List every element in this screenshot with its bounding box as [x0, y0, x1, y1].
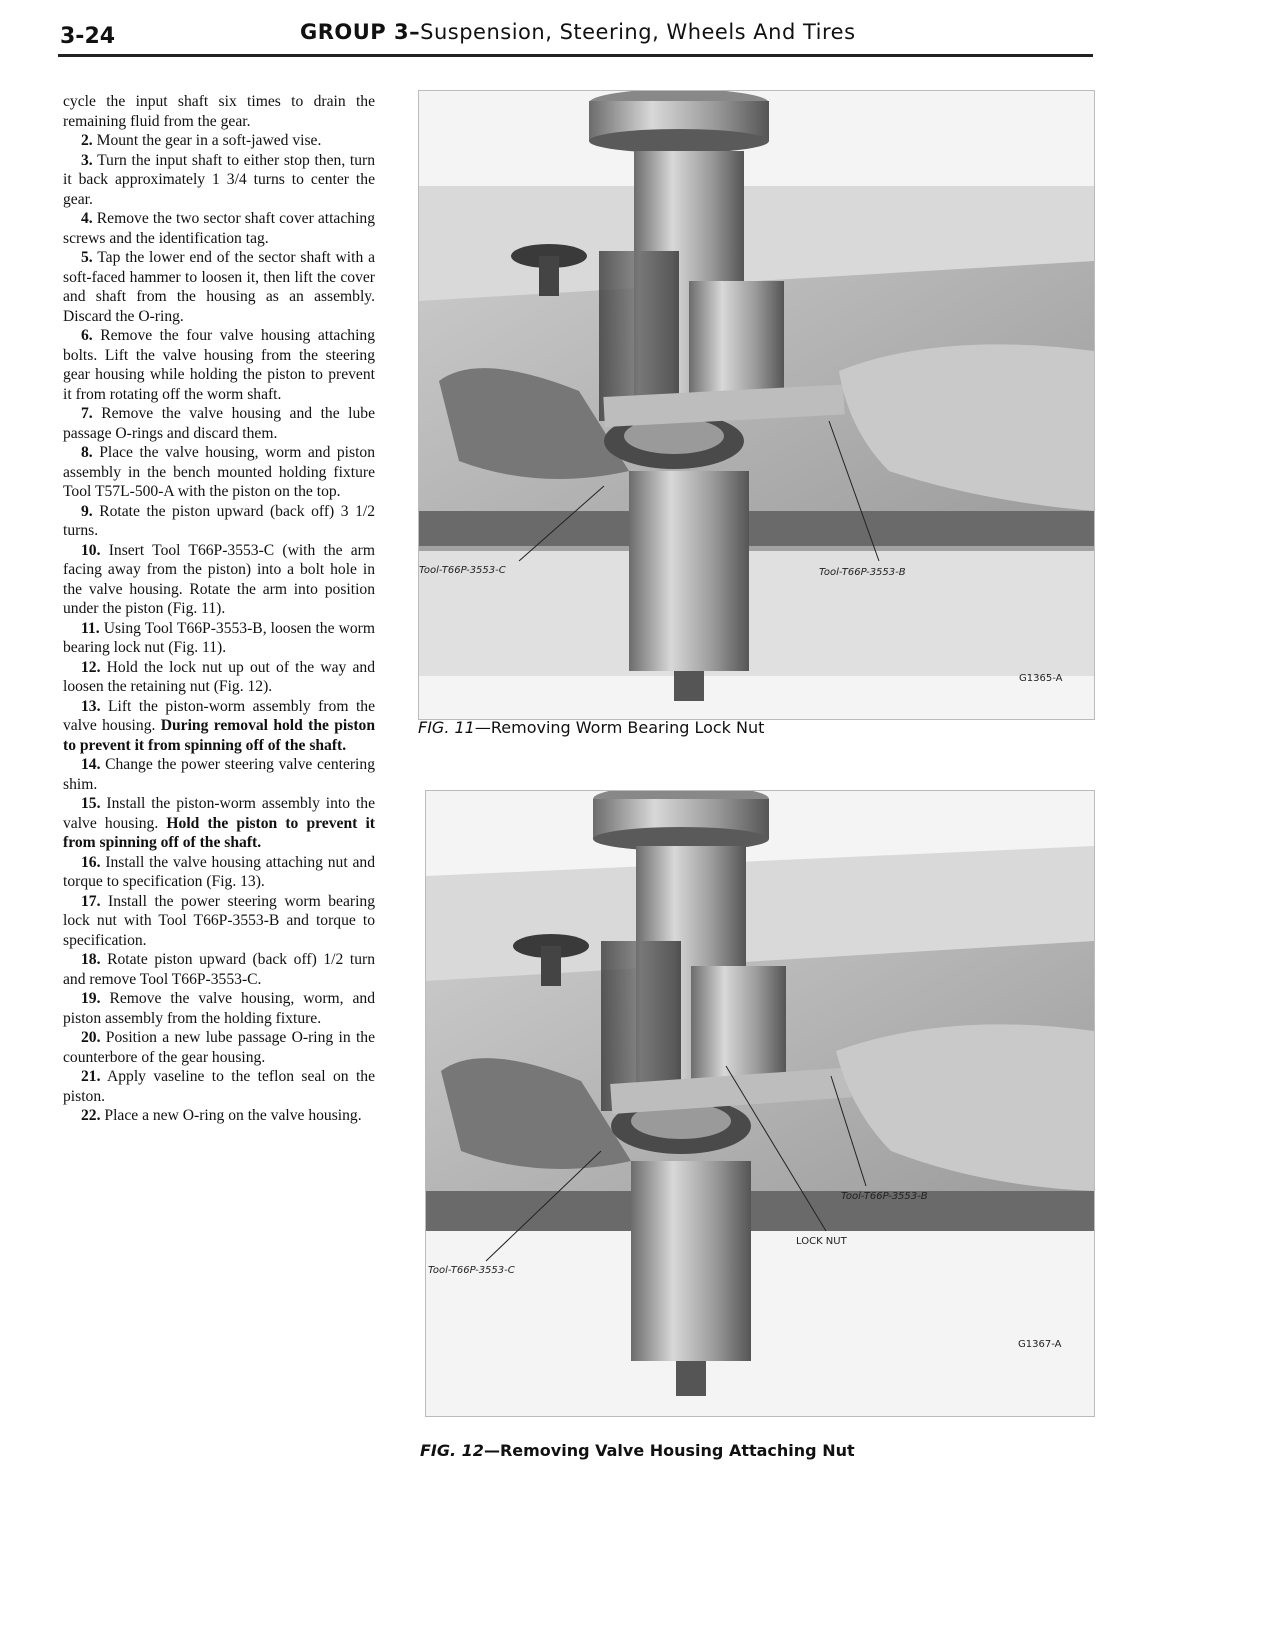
header-rule	[58, 54, 1093, 57]
step-number: 14.	[81, 756, 101, 773]
figure-12-photo	[425, 790, 1095, 1417]
step-text: Using Tool T66P-3553-B, loosen the worm bearing lock nut (Fig. 11).	[63, 619, 375, 656]
figure-code: G1365-A	[1019, 673, 1063, 684]
step-number: 5.	[81, 249, 93, 266]
step-text: Mount the gear in a soft-jawed vise.	[92, 132, 322, 149]
step-number: 2.	[81, 132, 93, 149]
procedure-step	[63, 1106, 375, 1126]
step-number: 20.	[81, 1029, 101, 1046]
page-header-title: GROUP 3–Suspension, Steering, Wheels And Tires	[300, 20, 856, 44]
procedure-step	[63, 404, 375, 443]
procedure-text-column	[63, 92, 375, 1126]
step-text: Tap the lower end of the sector shaft with a soft-faced hammer to loosen it, then lift the cover and shaft from the housing as an assembly. Discard the O-ring.	[63, 249, 375, 325]
callout-tool-c: Tool-T66P-3553-C	[419, 565, 506, 576]
callout-lock-nut: LOCK NUT	[796, 1236, 847, 1247]
intro-paragraph: cycle the input shaft six times to drain the remaining fluid from the gear.	[63, 93, 375, 130]
procedure-step	[63, 1028, 375, 1067]
step-number: 8.	[81, 444, 93, 461]
step-number: 9.	[81, 502, 93, 520]
procedure-step	[63, 892, 375, 951]
procedure-step	[63, 619, 375, 658]
step-number: 4.	[81, 210, 93, 227]
procedure-step	[63, 853, 375, 892]
figure-11-caption-text: Removing Worm Bearing Lock Nut	[490, 718, 765, 737]
step-text: Rotate the piston upward (back off) 3 1/2 turns.	[63, 502, 375, 539]
procedure-step	[63, 658, 375, 697]
procedure-step	[63, 248, 375, 326]
page-number: 3-24	[60, 24, 116, 49]
step-number: 12.	[81, 658, 101, 676]
callout-tool-b: Tool-T66P-3553-B	[819, 567, 906, 578]
step-text: Place the valve housing, worm and piston assembly in the bench mounted holding fixture Tool T57L-500-A with the piston on the top.	[63, 444, 375, 500]
group-label: GROUP 3	[300, 20, 410, 44]
steering-gear-illustration-12	[426, 791, 1094, 1416]
step-number: 17.	[81, 892, 101, 910]
step-text: Rotate piston upward (back off) 1/2 turn and remove Tool T66P-3553-C.	[63, 951, 375, 988]
step-text: Remove the four valve housing attaching bolts. Lift the valve housing from the steering gear housing while holding the piston to prevent it from rotating off the worm shaft.	[63, 327, 375, 403]
procedure-step	[63, 697, 375, 756]
step-number: 21.	[81, 1068, 101, 1085]
step-text: Apply vaseline to the teflon seal on the piston.	[63, 1068, 375, 1105]
step-number: 16.	[81, 853, 101, 871]
figure-12-caption: FIG. 12—Removing Valve Housing Attaching Nut	[420, 1441, 855, 1460]
step-text: Remove the valve housing and the lube passage O-rings and discard them.	[63, 405, 375, 442]
step-text: Remove the two sector shaft cover attaching screws and the identification tag.	[63, 210, 375, 247]
procedure-step	[63, 1067, 375, 1106]
procedure-step	[63, 326, 375, 404]
procedure-steps	[63, 131, 375, 1126]
figure-12-caption-text: Removing Valve Housing Attaching Nut	[499, 1441, 855, 1460]
step-text: Turn the input shaft to either stop then, turn it back approximately 1 3/4 turns to center the gear.	[63, 151, 375, 208]
step-text: Install the power steering worm bearing lock nut with Tool T66P-3553-B and torque to specification.	[63, 892, 375, 949]
figure-11-label: FIG. 11	[418, 718, 475, 737]
step-number: 7.	[81, 405, 93, 422]
figure-11-caption: FIG. 11—Removing Worm Bearing Lock Nut	[418, 718, 765, 737]
procedure-step	[63, 209, 375, 248]
procedure-step	[63, 950, 375, 989]
procedure-step	[63, 443, 375, 502]
callout-tool-b: Tool-T66P-3553-B	[841, 1191, 928, 1202]
step-text: Install the valve housing attaching nut and torque to specification (Fig. 13).	[63, 853, 375, 890]
procedure-step	[63, 151, 375, 210]
step-text: Position a new lube passage O-ring in the counterbore of the gear housing.	[63, 1029, 375, 1066]
step-number: 11.	[81, 619, 100, 637]
procedure-step	[63, 541, 375, 619]
group-title: Suspension, Steering, Wheels And Tires	[420, 20, 856, 44]
figure-code: G1367-A	[1018, 1339, 1062, 1350]
step-number: 19.	[81, 990, 101, 1007]
step-text: Lift the piston-worm assembly from the valve housing.	[63, 697, 375, 734]
procedure-step	[63, 794, 375, 853]
step-text: Place a new O-ring on the valve housing.	[100, 1107, 362, 1124]
step-number: 15.	[81, 795, 101, 812]
step-text: Change the power steering valve centering shim.	[63, 756, 375, 793]
step-number: 10.	[81, 541, 101, 559]
figure-12-label: FIG. 12	[420, 1441, 484, 1460]
procedure-step	[63, 131, 375, 151]
step-warning: Hold the piston to prevent it from spinning off of the shaft.	[63, 814, 375, 851]
step-number: 18.	[81, 951, 101, 968]
step-text: Remove the valve housing, worm, and piston assembly from the holding fixture.	[63, 990, 375, 1027]
procedure-step	[63, 502, 375, 541]
step-text: Install the piston-worm assembly into the valve housing.	[63, 795, 375, 832]
steering-gear-illustration-11	[419, 91, 1094, 719]
step-text: Insert Tool T66P-3553-C (with the arm facing away from the piston) into a bolt hole in the valve housing. Rotate the arm into position under the piston (Fig. 11).	[63, 541, 375, 617]
step-number: 3.	[81, 151, 93, 169]
procedure-step	[63, 755, 375, 794]
step-text: Hold the lock nut up out of the way and loosen the retaining nut (Fig. 12).	[63, 658, 375, 695]
figure-11-photo	[418, 90, 1095, 720]
step-warning: During removal hold the piston to prevent it from spinning off of the shaft.	[63, 717, 375, 754]
step-number: 13.	[81, 697, 101, 715]
procedure-step	[63, 989, 375, 1028]
step-number: 22.	[81, 1107, 101, 1124]
step-number: 6.	[81, 327, 93, 344]
callout-tool-c: Tool-T66P-3553-C	[428, 1265, 515, 1276]
